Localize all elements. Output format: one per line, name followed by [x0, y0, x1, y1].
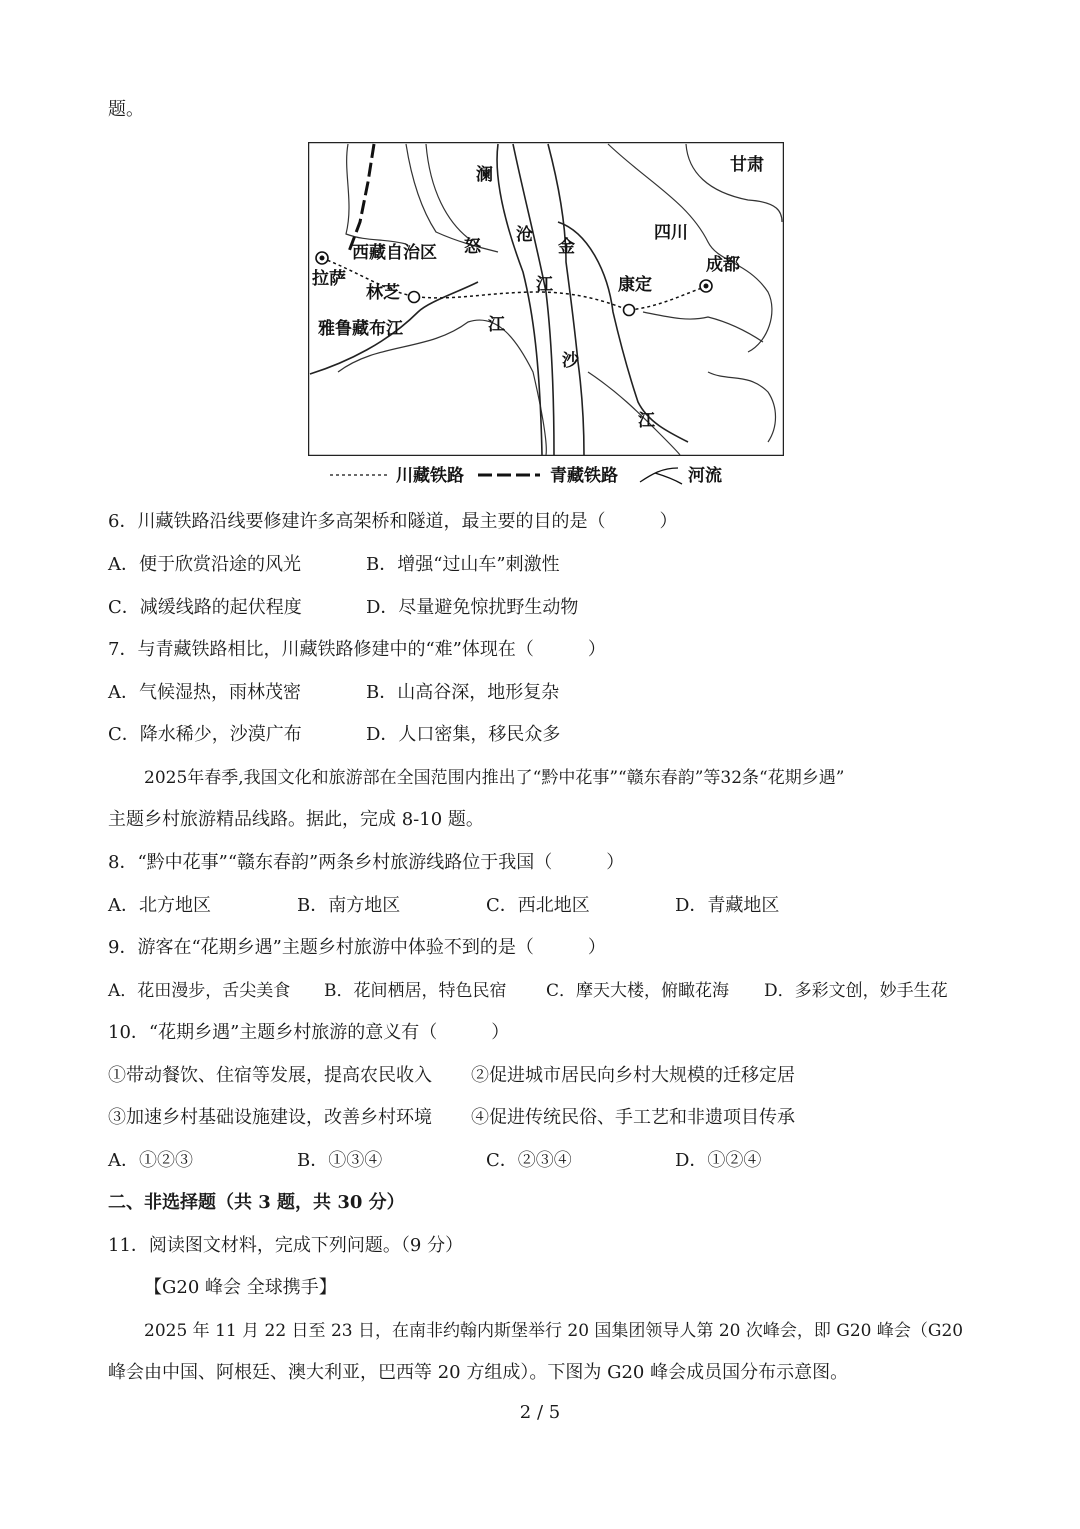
q10-option-d: D．①②④	[675, 1150, 762, 1171]
q9-option-a: A．花田漫步，舌尖美食	[108, 981, 291, 1001]
passage1-line1: 2025年春季,我国文化和旅游部在全国范围内推出了“黔中花事”“赣东春韵”等32条“花期乡遇”	[144, 768, 845, 788]
q8-stem: 8．“黔中花事”“赣东春韵”两条乡村旅游线路位于我国（ ）	[108, 852, 625, 873]
q7-stem: 7．与青藏铁路相比，川藏铁路修建中的“难”体现在（ ）	[108, 639, 606, 660]
passage1-line2: 主题乡村旅游精品线路。据此，完成 8-10 题。	[108, 809, 484, 830]
page-number: 2 / 5	[519, 1402, 561, 1423]
q11-line1: 2025 年 11 月 22 日至 23 日，在南非约翰内斯堡举行 20 国集团领导人第 20 次峰会，即 G20 峰会（G20	[144, 1321, 964, 1341]
label-gansu: 甘肃	[730, 155, 764, 175]
q8-option-b: B．南方地区	[297, 895, 401, 916]
q6-option-b: B．增强“过山车”刺激性	[366, 554, 560, 575]
map-legend	[330, 462, 770, 488]
label-jiang3: 江	[638, 411, 655, 431]
section2-title: 二、非选择题（共 3 题，共 30 分）	[108, 1192, 405, 1213]
label-yarlung: 雅鲁藏布江	[318, 319, 403, 339]
legend-qinghai-tibet: 青藏铁路	[550, 466, 618, 486]
intro-tail: 题。	[108, 99, 144, 120]
q8-option-a: A．北方地区	[108, 895, 211, 916]
label-kangding: 康定	[618, 275, 652, 295]
legend-river-icon	[640, 468, 682, 484]
label-jiang1: 江	[536, 275, 553, 295]
q11-subtitle: 【G20 峰会 全球携手】	[144, 1277, 337, 1298]
linzhi-marker	[409, 292, 420, 303]
q10-option-a: A．①②③	[108, 1150, 193, 1171]
q8-option-c: C．西北地区	[486, 895, 590, 916]
railway-map	[308, 142, 784, 456]
label-chengdu: 成都	[706, 255, 740, 275]
q6-stem: 6．川藏铁路沿线要修建许多高架桥和隧道，最主要的目的是（ ）	[108, 511, 678, 532]
q9-stem: 9．游客在“花期乡遇”主题乡村旅游中体验不到的是（ ）	[108, 937, 606, 958]
label-sichuan: 四川	[654, 223, 688, 243]
q6-option-d: D．尽量避免惊扰野生动物	[366, 597, 579, 618]
q9-option-d: D．多彩文创，妙手生花	[764, 981, 948, 1001]
q9-option-c: C．摩天大楼，俯瞰花海	[546, 981, 730, 1001]
lasa-marker	[316, 252, 328, 264]
label-jin: 金	[558, 237, 575, 257]
q10-statement-1: ①带动餐饮、住宿等发展，提高农民收入	[108, 1065, 432, 1086]
q11-stem: 11．阅读图文材料，完成下列问题。（9 分）	[108, 1235, 464, 1256]
legend-river: 河流	[688, 466, 722, 486]
q10-statement-3: ③加速乡村基础设施建设，改善乡村环境	[108, 1107, 432, 1128]
kangding-marker	[624, 305, 635, 316]
label-xizang: 西藏自治区	[352, 243, 437, 263]
q7-option-d: D．人口密集，移民众多	[366, 724, 561, 745]
chengdu-marker	[700, 280, 712, 292]
q10-statement-2: ②促进城市居民向乡村大规模的迁移定居	[471, 1065, 795, 1086]
label-jiang2: 江	[488, 315, 505, 335]
q6-option-c: C．减缓线路的起伏程度	[108, 597, 302, 618]
label-sha: 沙	[562, 351, 579, 371]
q11-line2: 峰会由中国、阿根廷、澳大利亚，巴西等 20 方组成）。下图为 G20 峰会成员国分布示意图。	[108, 1362, 849, 1383]
q10-statement-4: ④促进传统民俗、手工艺和非遗项目传承	[471, 1107, 795, 1128]
q6-option-a: A．便于欣赏沿途的风光	[108, 554, 301, 575]
q10-option-b: B．①③④	[297, 1150, 383, 1171]
label-lasa: 拉萨	[312, 269, 346, 289]
label-linzhi: 林芝	[366, 283, 400, 303]
q10-stem: 10．“花期乡遇”主题乡村旅游的意义有（ ）	[108, 1022, 510, 1043]
q10-option-c: C．②③④	[486, 1150, 572, 1171]
label-nu: 怒	[464, 237, 481, 257]
legend-sichuan-tibet: 川藏铁路	[396, 466, 464, 486]
q7-option-a: A．气候湿热，雨林茂密	[108, 682, 301, 703]
label-lan: 澜	[476, 165, 493, 185]
q7-option-c: C．降水稀少，沙漠广布	[108, 724, 302, 745]
q7-option-b: B．山高谷深，地形复杂	[366, 682, 560, 703]
label-cang: 沧	[516, 225, 533, 245]
q9-option-b: B．花间栖居，特色民宿	[324, 981, 507, 1001]
q8-option-d: D．青藏地区	[675, 895, 780, 916]
